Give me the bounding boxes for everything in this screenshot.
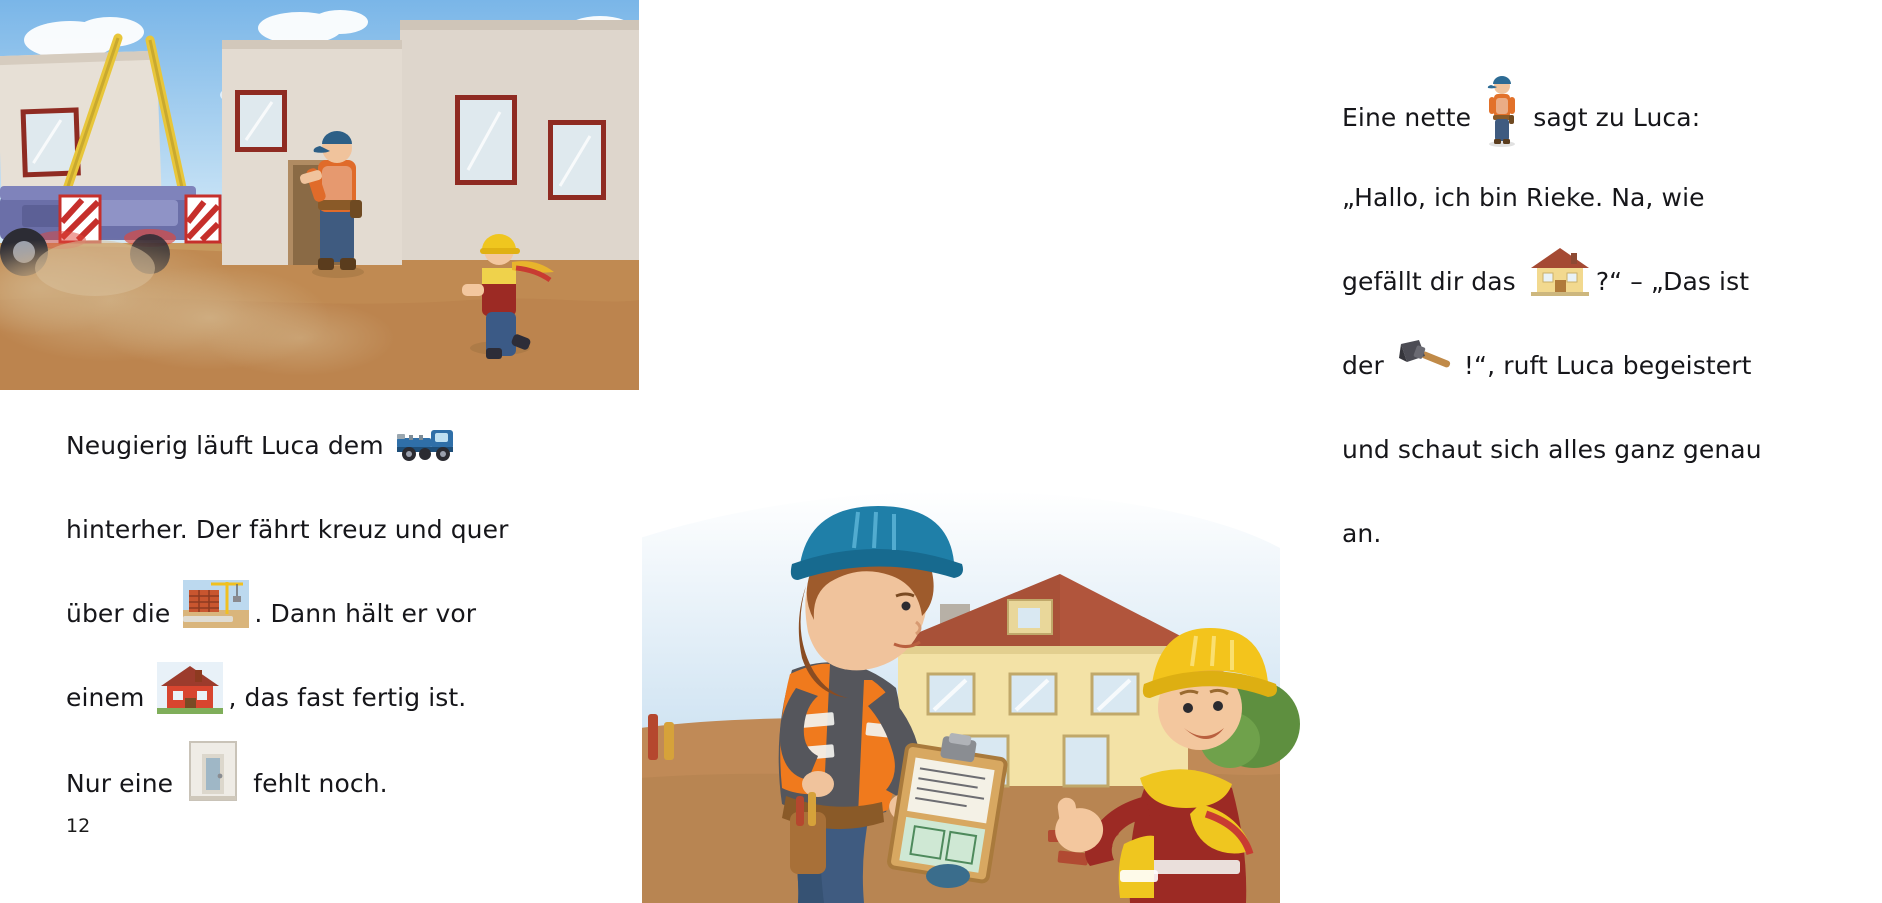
right-page-text (1342, 72, 1882, 576)
text-run: gefällt dir das (1342, 267, 1524, 296)
text-run: sagt zu Luca: (1525, 103, 1701, 132)
text-run: . Dann hält er vor (254, 599, 477, 628)
text-run: der (1342, 351, 1392, 380)
page-gutter (639, 0, 642, 903)
text-line (1342, 492, 1882, 576)
text-run: , das fast fertig ist. (228, 683, 467, 712)
construction-site-icon (181, 576, 251, 632)
text-run: fehlt noch. (245, 769, 388, 798)
text-line (1342, 324, 1882, 408)
text-run: hinterher. Der fährt kreuz und quer (66, 515, 509, 544)
construction-site-truck-scene-svg (0, 0, 640, 390)
hammer-icon (1395, 338, 1453, 384)
text-run: ?“ – „Das ist (1595, 267, 1750, 296)
house-yellow-icon (1527, 244, 1593, 300)
page-number: 12 (66, 815, 91, 837)
text-line (1342, 156, 1882, 240)
text-run: über die (66, 599, 179, 628)
worker-and-boy-scene-svg (640, 478, 1280, 903)
text-run: an. (1342, 519, 1382, 548)
text-line (1342, 72, 1882, 156)
text-run: „Hallo, ich bin Rieke. Na, wie (1342, 183, 1705, 212)
house-red-roof-icon (155, 660, 225, 716)
text-line (1342, 408, 1882, 492)
text-run: Neugierig läuft Luca dem (66, 431, 392, 460)
door-icon (184, 740, 242, 802)
right-page (640, 0, 1762, 903)
text-run: Eine nette (1342, 103, 1480, 132)
construction-worker-icon (1482, 72, 1522, 148)
text-line (66, 488, 611, 572)
text-line (66, 572, 611, 656)
text-line (66, 740, 611, 824)
text-run: einem (66, 683, 153, 712)
left-page-text (66, 404, 611, 824)
truck-icon (395, 422, 469, 464)
left-page-illustration (0, 0, 640, 390)
text-run: !“, ruft Luca begeistert (1455, 351, 1752, 380)
right-page-illustration (640, 478, 1280, 903)
text-line (66, 404, 611, 488)
left-page (0, 0, 640, 903)
text-run: und schaut sich alles ganz genau (1342, 435, 1762, 464)
text-line (1342, 240, 1882, 324)
text-run: Nur eine (66, 769, 182, 798)
text-line (66, 656, 611, 740)
